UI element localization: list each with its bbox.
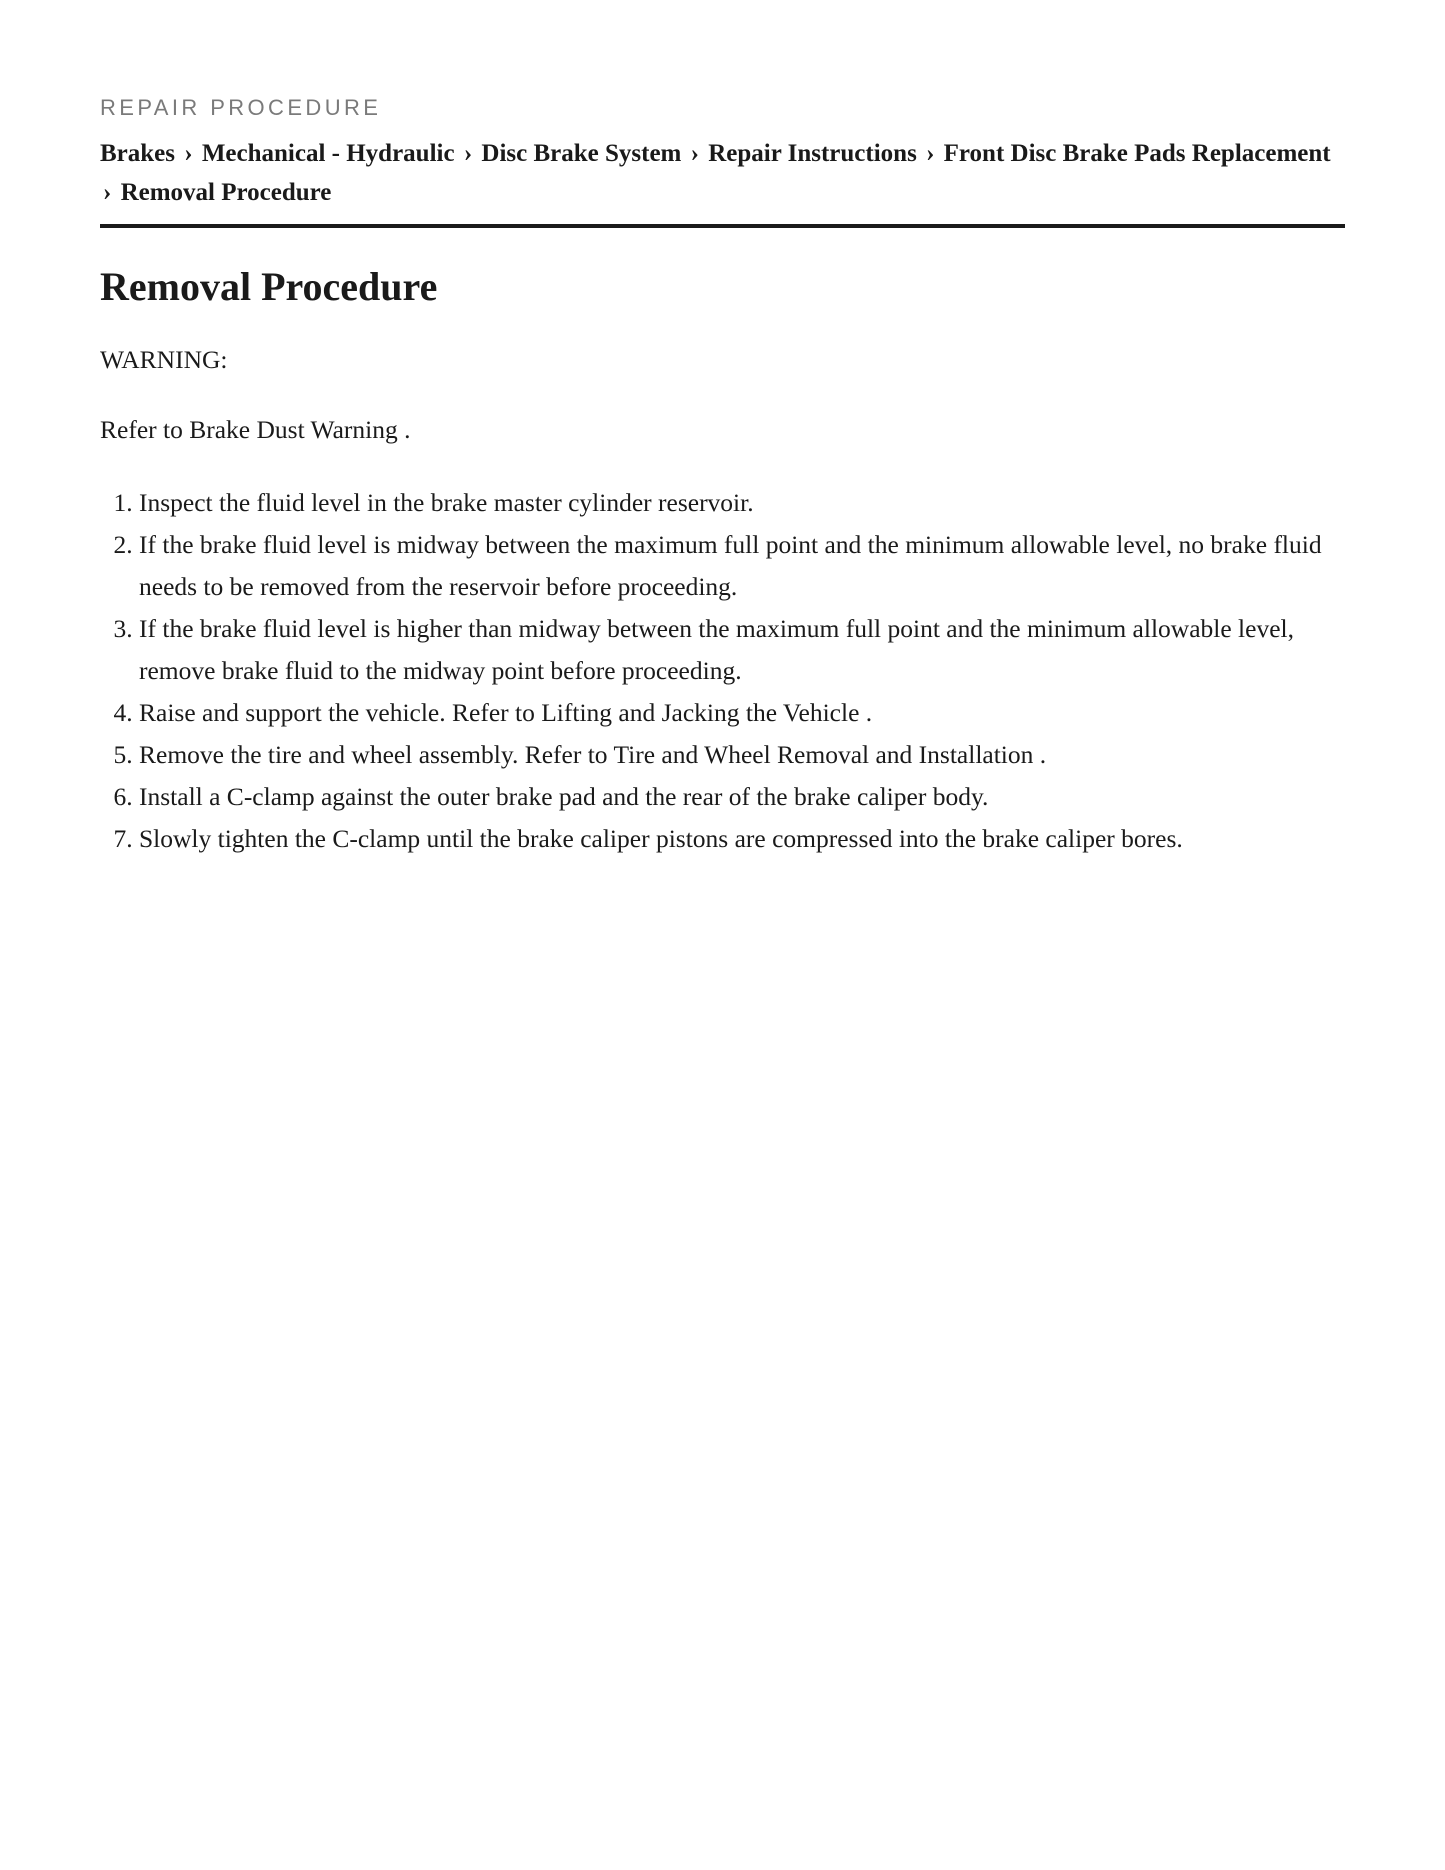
warning-text: Refer to Brake Dust Warning . [100,415,411,444]
warning-label: WARNING: [100,345,228,374]
step-item: 7. Slowly tighten the C-clamp until the brake caliper pistons are compressed into the brake caliper bores. [139,818,1345,860]
breadcrumb-item-mechanical-hydraulic[interactable]: Mechanical - Hydraulic [201,140,455,167]
breadcrumb-separator: › [463,140,473,167]
breadcrumb-item-front-disc-brake-pads[interactable]: Front Disc Brake Pads Replacement [943,140,1331,167]
step-item: 1. Inspect the fluid level in the brake master cylinder reservoir. [139,482,1345,524]
breadcrumb-separator: › [926,140,935,167]
breadcrumb-item-brakes[interactable]: Brakes [100,140,175,167]
document-page [100,92,1345,860]
breadcrumb-separator: › [690,140,699,167]
page-title: Removal Procedure [100,264,438,309]
step-item: 5. Remove the tire and wheel assembly. Refer to Tire and Wheel Removal and Installation . [139,734,1345,776]
section-kicker: REPAIR PROCEDURE [100,95,382,120]
step-item: 4. Raise and support the vehicle. Refer to Lifting and Jacking the Vehicle . [139,692,1345,734]
breadcrumb-item-removal-procedure: Removal Procedure [120,179,332,206]
breadcrumb-item-disc-brake-system[interactable]: Disc Brake System [481,140,682,167]
breadcrumb-separator: › [184,140,193,167]
breadcrumb [100,134,1345,228]
procedure-steps [100,482,1345,860]
step-item: 2. If the brake fluid level is midway between the maximum full point and the minimum allowable level, no brake fluid needs to be removed from the reservoir before proceeding. [139,524,1345,608]
breadcrumb-separator: › [103,179,112,206]
breadcrumb-item-repair-instructions[interactable]: Repair Instructions [708,140,917,167]
step-item: 6. Install a C-clamp against the outer brake pad and the rear of the brake caliper body. [139,776,1345,818]
step-item: 3. If the brake fluid level is higher than midway between the maximum full point and the minimum allowable level, remove brake fluid to the midway point before proceeding. [139,608,1345,692]
